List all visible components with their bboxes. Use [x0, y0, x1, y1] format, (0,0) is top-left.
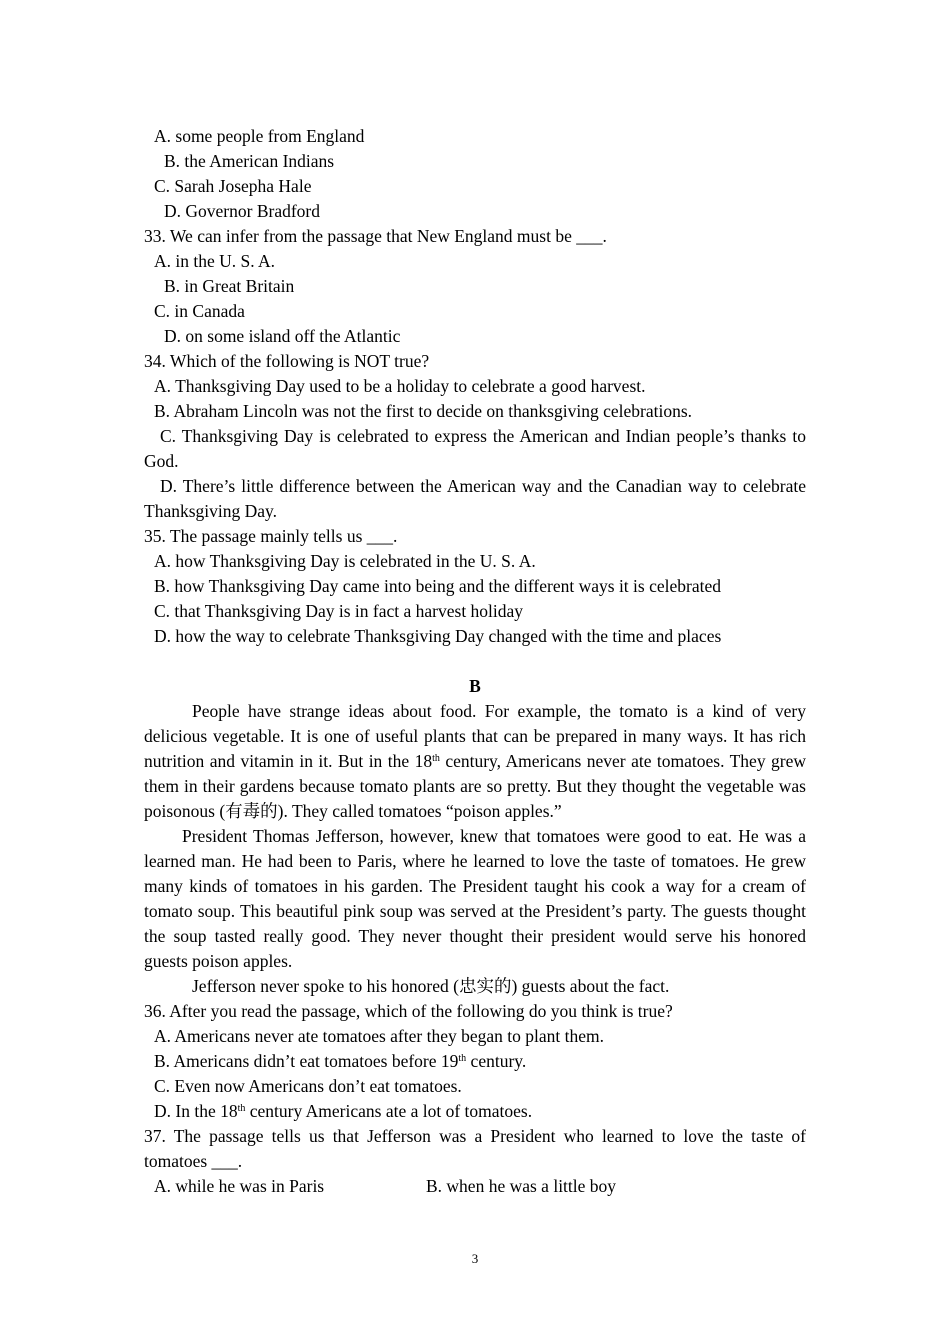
passage-paragraph-3: Jefferson never spoke to his honored (忠实的) guests about the fact. — [192, 976, 670, 996]
q36-option-d-tail: century Americans ate a lot of tomatoes. — [245, 1101, 533, 1121]
q37-stem: 37. The passage tells us that Jefferson was a President who learned to love the taste of tomatoes ___. — [144, 1126, 806, 1171]
q35-stem: 35. The passage mainly tells us ___. — [144, 526, 398, 546]
q37-options-row — [144, 1174, 806, 1199]
q36-option-c: C. Even now Americans don’t eat tomatoes. — [154, 1076, 462, 1096]
q34-stem: 34. Which of the following is NOT true? — [144, 351, 430, 371]
q36-option-b-text: B. Americans didn’t eat tomatoes before 19 — [154, 1051, 459, 1071]
q33-option-d: D. on some island off the Atlantic — [164, 326, 401, 346]
q36-option-d-superscript: th — [237, 1103, 246, 1114]
passage-p1-part-b: century, Americans never ate tomatoes. They grew them in their gardens because tomato plants are so pretty. But they thought the vegetable was poisonous (有毒的). They called tomatoes “poison apples.” — [144, 751, 806, 821]
q33-option-b: B. in Great Britain — [164, 276, 295, 296]
q33-option-a: A. in the U. S. A. — [154, 251, 276, 271]
q36-option-a: A. Americans never ate tomatoes after they began to plant them. — [154, 1026, 604, 1046]
q32-option-d: D. Governor Bradford — [164, 201, 320, 221]
q36-option-b-tail: century. — [466, 1051, 527, 1071]
passage-p1-part-a: People have strange ideas about food. For example, the tomato is a kind of very delicious vegetable. It is one of useful plants that can be prepared in many ways. It has rich nutrition and vitamin in it. But in the 18 — [144, 701, 806, 771]
q35-option-c: C. that Thanksgiving Day is in fact a harvest holiday — [154, 601, 524, 621]
q36-option-d-text: D. In the 18 — [154, 1101, 238, 1121]
q33-stem: 33. We can infer from the passage that New England must be ___. — [144, 226, 607, 246]
q36-option-b — [144, 1049, 806, 1074]
q34-option-a: A. Thanksgiving Day used to be a holiday to celebrate a good harvest. — [154, 376, 646, 396]
q34-option-c: C. Thanksgiving Day is celebrated to express the American and Indian people’s thanks to God. — [144, 426, 806, 471]
q35-option-d: D. how the way to celebrate Thanksgiving Day changed with the time and places — [154, 626, 722, 646]
q37-option-b: B. when he was a little boy — [426, 1176, 617, 1196]
q32-option-a: A. some people from England — [154, 126, 365, 146]
q35-option-a: A. how Thanksgiving Day is celebrated in the U. S. A. — [154, 551, 536, 571]
passage-paragraph-1 — [144, 699, 806, 824]
page-content — [144, 124, 806, 1199]
q35-option-b: B. how Thanksgiving Day came into being and the different ways it is celebrated — [154, 576, 721, 596]
passage-p1-superscript: th — [432, 753, 440, 764]
q34-option-b: B. Abraham Lincoln was not the first to decide on thanksgiving celebrations. — [154, 401, 693, 421]
q32-option-b: B. the American Indians — [164, 151, 335, 171]
section-b-heading: B — [469, 676, 481, 696]
q36-option-d — [144, 1099, 806, 1124]
q34-option-d: D. There’s little difference between the American way and the Canadian way to celebrate Thanksgiving Day. — [144, 476, 806, 521]
q36-option-b-superscript: th — [458, 1053, 467, 1064]
section-spacer — [144, 649, 806, 674]
passage-paragraph-2: President Thomas Jefferson, however, knew that tomatoes were good to eat. He was a learned man. He had been to Paris, where he learned to love the taste of tomatoes. He grew many kinds of tomatoes in his garden. The President taught his cook a way for a cream of tomato soup. This beautiful pink soup was served at the President’s party. The guests thought the soup tasted really good. They never thought their president would serve his honored guests poison apples. — [144, 826, 806, 971]
page-number: 3 — [471, 1251, 479, 1266]
q36-stem: 36. After you read the passage, which of the following do you think is true? — [144, 1001, 673, 1021]
q33-option-c: C. in Canada — [154, 301, 245, 321]
q32-option-c: C. Sarah Josepha Hale — [154, 176, 312, 196]
q37-option-a: A. while he was in Paris — [154, 1176, 325, 1196]
